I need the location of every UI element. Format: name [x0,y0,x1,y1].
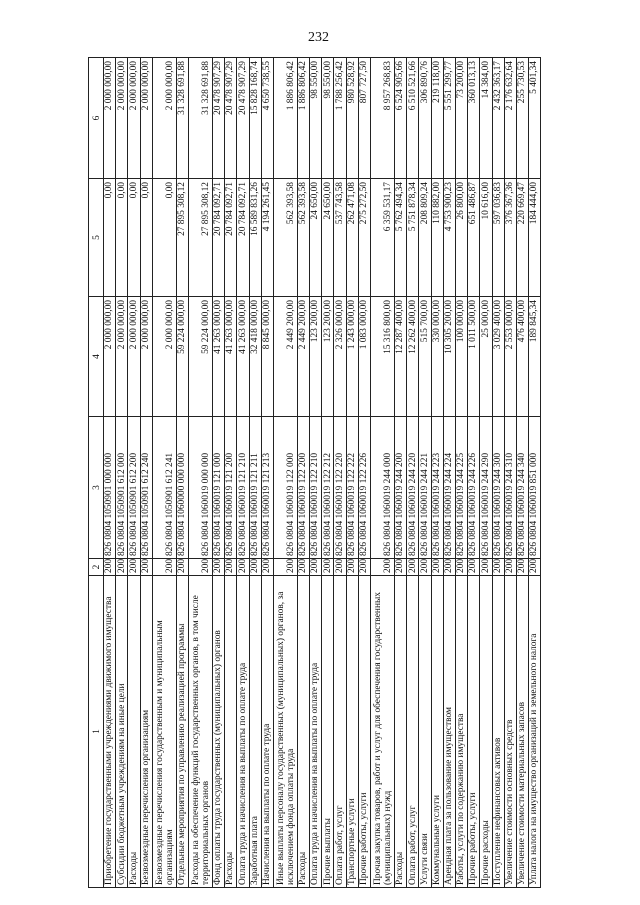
row-name-cell: Уплата налога на имущество организаций и земельного налога [529,576,541,888]
table-row [297,58,309,888]
row-remainder-cell: 20 478 907,29 [237,58,249,179]
row-code-2-cell: 200 [419,559,431,576]
row-code-2-cell: 200 [455,559,467,576]
row-remainder-cell: 20 478 907,29 [225,58,237,179]
row-name-cell: Оплата работ, услуг [334,576,346,888]
row-remainder-cell: 2 000 000,00 [116,58,128,179]
row-budget-code-cell: 826 0804 1060019 244 340 [516,417,528,559]
row-assigned-cell: 12 262 400,00 [407,297,419,417]
table-row [116,58,128,888]
header-col-6: 6 [89,58,104,179]
row-code-2-cell: 200 [310,559,322,576]
row-assigned-cell: 1 011 500,00 [468,297,480,417]
row-code-2-cell: 200 [480,559,492,576]
table-row [529,58,541,888]
table-row [346,58,358,888]
table-row [261,58,273,888]
row-executed-cell: 4 194 261,45 [261,179,273,297]
row-code-2-cell: 200 [152,559,176,576]
row-name-cell: Поступление нефинансовых активов [492,576,504,888]
row-executed-cell: 24 650,00 [310,179,322,297]
row-code-2-cell: 200 [468,559,480,576]
table-row [516,58,528,888]
row-assigned-cell: 25 000,00 [480,297,492,417]
row-assigned-cell: 1 243 000,00 [346,297,358,417]
row-budget-code-cell: 826 0804 1050901 000 000 [104,417,116,559]
table-row [443,58,455,888]
row-code-2-cell: 200 [443,559,455,576]
row-executed-cell: 27 895 308,12 [188,179,212,297]
row-code-2-cell: 200 [176,559,188,576]
row-assigned-cell: 59 224 000,00 [176,297,188,417]
row-budget-code-cell: 826 0804 1060019 122 226 [358,417,370,559]
row-budget-code-cell: 826 0804 1060019 244 290 [480,417,492,559]
row-code-2-cell: 200 [431,559,443,576]
row-remainder-cell: 807 727,50 [358,58,370,179]
row-remainder-cell: 8 957 268,83 [371,58,395,179]
row-budget-code-cell: 826 0804 1060019 121 210 [237,417,249,559]
row-executed-cell: 562 393,58 [273,179,297,297]
row-remainder-cell: 255 730,53 [516,58,528,179]
row-executed-cell: 651 486,87 [468,179,480,297]
row-name-cell: Оплата труда и начисления на выплаты по оплате труда [237,576,249,888]
row-code-2-cell: 200 [188,559,212,576]
row-code-2-cell: 200 [261,559,273,576]
row-assigned-cell: 330 000,00 [431,297,443,417]
row-code-2-cell: 200 [529,559,541,576]
row-remainder-cell: 98 550,00 [310,58,322,179]
row-assigned-cell: 10 305 200,00 [443,297,455,417]
row-code-2-cell: 200 [128,559,140,576]
row-name-cell: Прочая закупка товаров, работ и услуг для обеспечения государственных (муниципальных) нужд [371,576,395,888]
row-name-cell: Расходы на обеспечение функций государственных органов, в том числе территориальных органов [188,576,212,888]
row-budget-code-cell: 826 0804 1050901 612 241 [152,417,176,559]
table-row [188,58,212,888]
row-code-2-cell: 200 [116,559,128,576]
row-remainder-cell: 6 510 521,66 [407,58,419,179]
row-budget-code-cell: 826 0804 1050901 612 200 [128,417,140,559]
row-budget-code-cell: 826 0804 1060019 122 200 [297,417,309,559]
row-remainder-cell: 2 000 000,00 [104,58,116,179]
row-assigned-cell: 2 449 200,00 [273,297,297,417]
row-remainder-cell: 2 176 632,64 [504,58,516,179]
row-remainder-cell: 2 000 000,00 [152,58,176,179]
row-executed-cell: 20 784 092,71 [225,179,237,297]
table-row [419,58,431,888]
row-name-cell: Расходы [297,576,309,888]
row-assigned-cell: 123 200,00 [322,297,334,417]
table-row [310,58,322,888]
row-assigned-cell: 41 263 000,00 [225,297,237,417]
table-row [152,58,176,888]
row-budget-code-cell: 826 0804 1060019 121 000 [212,417,224,559]
row-assigned-cell: 476 400,00 [516,297,528,417]
row-remainder-cell: 15 828 168,74 [249,58,261,179]
row-executed-cell: 184 444,00 [529,179,541,297]
row-assigned-cell: 100 000,00 [455,297,467,417]
row-budget-code-cell: 826 0804 1060019 244 226 [468,417,480,559]
row-executed-cell: 6 359 531,17 [371,179,395,297]
row-code-2-cell: 200 [212,559,224,576]
row-remainder-cell: 20 478 907,29 [212,58,224,179]
row-remainder-cell: 4 650 738,55 [261,58,273,179]
table-row [431,58,443,888]
row-remainder-cell: 2 000 000,00 [140,58,152,179]
table-row [273,58,297,888]
row-code-2-cell: 200 [104,559,116,576]
row-assigned-cell: 189 845,34 [529,297,541,417]
header-col-4: 4 [89,297,104,417]
table-row [128,58,140,888]
row-executed-cell: 0,00 [116,179,128,297]
table-row [455,58,467,888]
row-name-cell: Прочие работы, услуги [468,576,480,888]
row-budget-code-cell: 826 0804 1060019 244 200 [395,417,407,559]
row-executed-cell: 110 882,00 [431,179,443,297]
row-assigned-cell: 2 000 000,00 [140,297,152,417]
rotated-table-container [88,58,541,888]
row-budget-code-cell: 826 0804 1060019 244 223 [431,417,443,559]
row-executed-cell: 0,00 [140,179,152,297]
header-col-1: 1 [89,576,104,888]
table-row [322,58,334,888]
row-code-2-cell: 200 [395,559,407,576]
row-executed-cell: 5 751 878,34 [407,179,419,297]
row-name-cell: Безвозмездные перечисления государственным и муниципальным организациям [152,576,176,888]
row-budget-code-cell: 826 0804 1060019 244 225 [455,417,467,559]
table-row [492,58,504,888]
row-code-2-cell: 200 [225,559,237,576]
row-budget-code-cell: 826 0804 1060019 121 213 [261,417,273,559]
row-budget-code-cell: 826 0804 1060019 000 000 [188,417,212,559]
table-row [104,58,116,888]
table-row [225,58,237,888]
row-assigned-cell: 2 449 200,00 [297,297,309,417]
row-remainder-cell: 360 013,13 [468,58,480,179]
row-remainder-cell: 1 886 806,42 [273,58,297,179]
row-name-cell: Коммунальные услуги [431,576,443,888]
row-remainder-cell: 980 528,92 [346,58,358,179]
row-code-2-cell: 200 [504,559,516,576]
row-budget-code-cell: 826 0804 1050901 612 000 [116,417,128,559]
row-executed-cell: 376 367,36 [504,179,516,297]
row-assigned-cell: 2 326 000,00 [334,297,346,417]
row-code-2-cell: 200 [140,559,152,576]
row-remainder-cell: 5 401,34 [529,58,541,179]
row-code-2-cell: 200 [492,559,504,576]
table-row [334,58,346,888]
row-assigned-cell: 15 316 800,00 [371,297,395,417]
row-code-2-cell: 200 [407,559,419,576]
table-row [176,58,188,888]
row-budget-code-cell: 826 0804 1060019 244 310 [504,417,516,559]
row-executed-cell: 16 589 831,26 [249,179,261,297]
row-remainder-cell: 5 551 299,77 [443,58,455,179]
row-code-2-cell: 200 [273,559,297,576]
row-budget-code-cell: 826 0804 1060019 244 220 [407,417,419,559]
row-assigned-cell: 2 000 000,00 [128,297,140,417]
row-remainder-cell: 219 118,00 [431,58,443,179]
row-remainder-cell: 1 886 806,42 [297,58,309,179]
row-name-cell: Отдельные мероприятия по управлению реализацией программы [176,576,188,888]
row-code-2-cell: 200 [334,559,346,576]
row-name-cell: Субсидии бюджетным учреждениям на иные цели [116,576,128,888]
row-executed-cell: 562 393,58 [297,179,309,297]
row-budget-code-cell: 826 0804 1060019 244 000 [371,417,395,559]
row-budget-code-cell: 826 0804 1060019 244 300 [492,417,504,559]
header-col-5: 5 [89,179,104,297]
row-executed-cell: 275 272,50 [358,179,370,297]
row-remainder-cell: 2 000 000,00 [128,58,140,179]
row-executed-cell: 537 743,58 [334,179,346,297]
row-remainder-cell: 306 890,76 [419,58,431,179]
row-executed-cell: 208 809,24 [419,179,431,297]
row-budget-code-cell: 826 0804 1060019 122 222 [346,417,358,559]
row-executed-cell: 26 800,00 [455,179,467,297]
row-executed-cell: 0,00 [128,179,140,297]
row-name-cell: Прочие выплаты [322,576,334,888]
table-row [395,58,407,888]
table-row [504,58,516,888]
table-body [104,58,541,888]
table-row [358,58,370,888]
row-assigned-cell: 41 263 000,00 [237,297,249,417]
row-name-cell: Транспортные услуги [346,576,358,888]
row-executed-cell: 0,00 [104,179,116,297]
row-remainder-cell: 98 550,00 [322,58,334,179]
row-name-cell: Начисления на выплаты по оплате труда [261,576,273,888]
row-assigned-cell: 8 845 000,00 [261,297,273,417]
row-assigned-cell: 41 263 000,00 [212,297,224,417]
row-name-cell: Заработная плата [249,576,261,888]
row-remainder-cell: 31 328 691,88 [188,58,212,179]
row-remainder-cell: 31 328 691,88 [176,58,188,179]
row-assigned-cell: 2 000 000,00 [152,297,176,417]
page-number: 232 [308,30,329,45]
row-budget-code-cell: 826 0804 1060019 121 200 [225,417,237,559]
row-budget-code-cell: 826 0804 1060019 122 220 [334,417,346,559]
row-executed-cell: 262 471,08 [346,179,358,297]
row-executed-cell: 0,00 [152,179,176,297]
row-budget-code-cell: 826 0804 1060019 244 221 [419,417,431,559]
row-executed-cell: 10 616,00 [480,179,492,297]
row-remainder-cell: 73 200,00 [455,58,467,179]
table-row [140,58,152,888]
row-executed-cell: 20 784 092,71 [212,179,224,297]
row-name-cell: Услуги связи [419,576,431,888]
row-budget-code-cell: 826 0804 1060019 122 212 [322,417,334,559]
row-code-2-cell: 200 [371,559,395,576]
row-assigned-cell: 3 029 400,00 [492,297,504,417]
row-code-2-cell: 200 [358,559,370,576]
row-name-cell: Работы, услуги по содержанию имущества [455,576,467,888]
row-assigned-cell: 123 200,00 [310,297,322,417]
row-executed-cell: 24 650,00 [322,179,334,297]
table-row [249,58,261,888]
row-executed-cell: 220 669,47 [516,179,528,297]
row-budget-code-cell: 826 0804 1060019 244 224 [443,417,455,559]
row-code-2-cell: 200 [249,559,261,576]
header-row [89,58,104,888]
row-remainder-cell: 1 788 256,42 [334,58,346,179]
row-code-2-cell: 200 [297,559,309,576]
row-assigned-cell: 2 000 000,00 [104,297,116,417]
row-budget-code-cell: 826 0804 1060019 122 000 [273,417,297,559]
row-name-cell: Арендная плата за пользование имуществом [443,576,455,888]
row-assigned-cell: 32 418 000,00 [249,297,261,417]
row-assigned-cell: 515 700,00 [419,297,431,417]
row-budget-code-cell: 826 0804 1060019 121 211 [249,417,261,559]
row-name-cell: Оплата труда и начисления на выплаты по оплате труда [310,576,322,888]
row-name-cell: Прочие работы, услуги [358,576,370,888]
header-col-3: 3 [89,417,104,559]
row-assigned-cell: 59 224 000,00 [188,297,212,417]
row-assigned-cell: 2 000 000,00 [116,297,128,417]
table-row [237,58,249,888]
row-code-2-cell: 200 [346,559,358,576]
row-code-2-cell: 200 [516,559,528,576]
row-name-cell: Увеличение стоимости материальных запасов [516,576,528,888]
table-row [480,58,492,888]
row-budget-code-cell: 826 0804 1060000 000 000 [176,417,188,559]
row-assigned-cell: 2 553 000,00 [504,297,516,417]
row-code-2-cell: 200 [237,559,249,576]
row-name-cell: Оплата работ, услуг [407,576,419,888]
row-budget-code-cell: 826 0804 1060019 122 210 [310,417,322,559]
row-code-2-cell: 200 [322,559,334,576]
header-col-2: 2 [89,559,104,576]
row-budget-code-cell: 826 0804 1060019 851 000 [529,417,541,559]
row-assigned-cell: 12 287 400,00 [395,297,407,417]
row-executed-cell: 597 036,83 [492,179,504,297]
table-row [468,58,480,888]
row-name-cell: Приобретение государственными учреждениями движимого имущества [104,576,116,888]
row-assigned-cell: 1 083 000,00 [358,297,370,417]
budget-table [88,57,541,888]
row-remainder-cell: 14 384,00 [480,58,492,179]
row-executed-cell: 4 753 900,23 [443,179,455,297]
row-name-cell: Расходы [128,576,140,888]
table-row [407,58,419,888]
row-name-cell: Безвозмездные перечисления организациям [140,576,152,888]
row-remainder-cell: 2 432 363,17 [492,58,504,179]
row-executed-cell: 20 784 092,71 [237,179,249,297]
row-remainder-cell: 6 524 905,66 [395,58,407,179]
row-executed-cell: 5 762 494,34 [395,179,407,297]
row-name-cell: Иные выплаты персоналу государственных (муниципальных) органов, за исключением фонда оплаты труда [273,576,297,888]
row-budget-code-cell: 826 0804 1050901 612 240 [140,417,152,559]
row-executed-cell: 27 895 308,12 [176,179,188,297]
table-row [212,58,224,888]
row-name-cell: Прочие расходы [480,576,492,888]
row-name-cell: Фонд оплаты труда государственных (муниципальных) органов [212,576,224,888]
table-row [371,58,395,888]
row-name-cell: Увеличение стоимости основных средств [504,576,516,888]
row-name-cell: Расходы [225,576,237,888]
row-name-cell: Расходы [395,576,407,888]
